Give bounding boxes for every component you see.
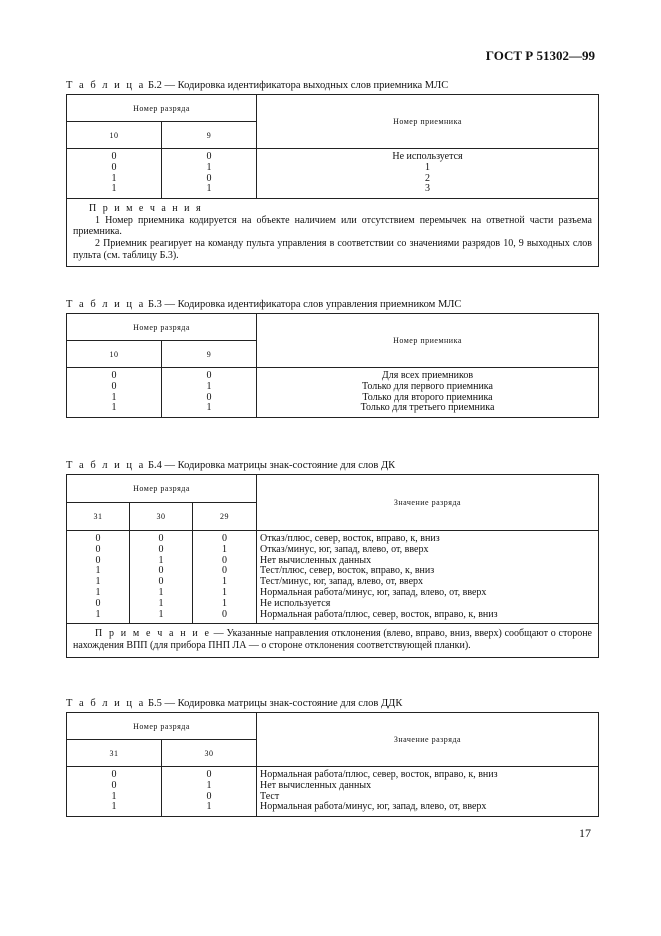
cell: 1 xyxy=(95,586,101,598)
cell: 1 xyxy=(222,597,227,609)
note-title: П р и м е ч а н и я xyxy=(89,203,203,215)
cell: 1 xyxy=(95,565,101,577)
cell: 1 xyxy=(111,183,117,195)
bit-column xyxy=(162,368,257,418)
cell: 2 xyxy=(425,172,430,184)
cell: 0 xyxy=(158,576,164,588)
column-header: 9 xyxy=(162,122,257,149)
cell: 0 xyxy=(206,391,212,403)
page-number: 17 xyxy=(579,826,591,840)
cell: 1 xyxy=(158,586,164,598)
cell: Отказ/минус, юг, запад, влево, от, вверх xyxy=(260,543,429,555)
cell: 1 xyxy=(158,554,164,566)
cell: 1 xyxy=(111,172,117,184)
table-b3 xyxy=(66,313,599,418)
value-column xyxy=(257,149,599,199)
table-caption-label: Т а б л и ц а xyxy=(66,80,146,91)
cell: Для всех приемников xyxy=(381,370,474,381)
group-header: Номер разряда xyxy=(67,713,257,740)
column-header: 31 xyxy=(67,740,162,767)
cell: 1 xyxy=(222,576,227,588)
cell: 1 xyxy=(206,183,212,195)
cell: 1 xyxy=(111,391,117,403)
table-caption-text: Б.5 — Кодировка матрицы знак-состояние для слов ДДК xyxy=(147,698,403,709)
cell: 1 xyxy=(206,161,212,173)
cell: 1 xyxy=(111,790,117,802)
cell: 0 xyxy=(222,533,227,544)
table-b5 xyxy=(66,712,599,817)
cell: 0 xyxy=(95,533,101,544)
column-header: 30 xyxy=(162,740,257,767)
cell: 0 xyxy=(111,151,117,162)
group-header: Номер разряда xyxy=(67,475,257,503)
cell: 1 xyxy=(158,597,164,609)
table-b4-caption xyxy=(66,460,395,471)
table-caption-text: Б.2 — Кодировка идентификатора выходных слов приемника МЛС xyxy=(147,80,449,91)
cell: 1 xyxy=(206,801,212,813)
cell: 1 xyxy=(425,161,430,173)
cell: 1 xyxy=(95,608,101,620)
table-caption-label: Т а б л и ц а xyxy=(66,698,146,709)
cell: Нормальная работа/плюс, север, восток, вправо, к, вниз xyxy=(260,769,498,780)
column-header: 10 xyxy=(67,122,162,149)
table-note xyxy=(67,624,599,657)
cell: Только для второго приемника xyxy=(362,391,493,403)
bit-column xyxy=(67,767,162,817)
value-header: Значение разряда xyxy=(257,475,599,531)
cell: 0 xyxy=(206,151,212,162)
cell: Тест/минус, юг, запад, влево, от, вверх xyxy=(260,576,424,588)
group-header: Номер разряда xyxy=(67,95,257,122)
value-header: Номер приемника xyxy=(257,314,599,368)
table-b4 xyxy=(66,474,599,658)
cell: 1 xyxy=(111,402,117,414)
cell: 0 xyxy=(206,790,212,802)
table-b5-caption xyxy=(66,698,402,709)
cell: 0 xyxy=(111,380,117,392)
bit-column xyxy=(67,368,162,418)
column-header: 10 xyxy=(67,341,162,368)
cell: 0 xyxy=(95,543,101,555)
column-header: 31 xyxy=(67,503,130,531)
table-caption-label: Т а б л и ц а xyxy=(66,460,146,471)
bit-column xyxy=(130,531,193,624)
cell: 1 xyxy=(222,586,227,598)
table-note xyxy=(67,199,599,267)
cell: 1 xyxy=(222,543,227,555)
value-column xyxy=(257,767,599,817)
cell: 1 xyxy=(95,576,101,588)
cell: Только для первого приемника xyxy=(362,380,493,392)
cell: 0 xyxy=(222,565,227,577)
cell: 0 xyxy=(111,161,117,173)
cell: 0 xyxy=(206,172,212,184)
cell: 0 xyxy=(158,533,164,544)
bit-column xyxy=(67,149,162,199)
bit-column xyxy=(162,767,257,817)
table-caption-text: Б.4 — Кодировка матрицы знак-состояние для слов ДК xyxy=(147,460,396,471)
cell: Нормальная работа/минус, юг, запад, влево, от, вверх xyxy=(260,801,487,813)
cell: Не используется xyxy=(260,597,331,609)
cell: Нормальная работа/плюс, север, восток, вправо, к, вниз xyxy=(260,608,498,620)
cell: 0 xyxy=(111,370,117,381)
cell: 0 xyxy=(206,370,212,381)
cell: Тест xyxy=(260,790,280,802)
note-text: — Указанные направления отклонения (влево, вправо, вниз, вверх) сообщают о стороне нахождения ВПП (для прибора ПНП ЛА — о стороне отклонения соответствующей планки). xyxy=(73,628,592,651)
cell: 3 xyxy=(425,183,430,195)
table-b3-caption xyxy=(66,299,461,310)
bit-column xyxy=(193,531,257,624)
value-column xyxy=(257,531,599,624)
group-header: Номер разряда xyxy=(67,314,257,341)
note-title: П р и м е ч а н и е xyxy=(95,628,211,640)
cell: 1 xyxy=(206,779,212,791)
cell: Отказ/плюс, север, восток, вправо, к, вниз xyxy=(260,533,440,544)
cell: 1 xyxy=(111,801,117,813)
page-header: ГОСТ Р 51302—99 xyxy=(485,48,595,63)
cell: Не используется xyxy=(392,151,463,162)
cell: 1 xyxy=(158,608,164,620)
cell: Нормальная работа/минус, юг, запад, влево, от, вверх xyxy=(260,586,487,598)
cell: Только для третьего приемника xyxy=(360,402,495,414)
cell: 1 xyxy=(206,380,212,392)
cell: Тест/плюс, север, восток, вправо, к, вниз xyxy=(260,565,435,577)
cell: 0 xyxy=(222,608,227,620)
value-header: Значение разряда xyxy=(257,713,599,767)
value-header: Номер приемника xyxy=(257,95,599,149)
cell: 0 xyxy=(206,769,212,780)
cell: 0 xyxy=(222,554,227,566)
cell: 0 xyxy=(111,779,117,791)
cell: 1 xyxy=(206,402,212,414)
cell: 0 xyxy=(158,565,164,577)
bit-column xyxy=(67,531,130,624)
cell: 0 xyxy=(95,554,101,566)
column-header: 30 xyxy=(130,503,193,531)
cell: 0 xyxy=(95,597,101,609)
value-column xyxy=(257,368,599,418)
cell: 0 xyxy=(158,543,164,555)
table-caption-text: Б.3 — Кодировка идентификатора слов управления приемником МЛС xyxy=(147,299,462,310)
cell: 0 xyxy=(111,769,117,780)
cell: Нет вычисленных данных xyxy=(260,779,372,791)
table-b2-caption xyxy=(66,80,448,91)
table-caption-label: Т а б л и ц а xyxy=(66,299,146,310)
column-header: 9 xyxy=(162,341,257,368)
note-2: 2 Приемник реагирует на команду пульта управления в соответствии со значениями разрядов 10, 9 выходных слов пульта (см. таблицу Б.3). xyxy=(73,237,592,261)
column-header: 29 xyxy=(193,503,257,531)
note-1: 1 Номер приемника кодируется на объекте наличием или отсутствием перемычек на ответной части разъема приемника. xyxy=(73,214,592,238)
cell: Нет вычисленных данных xyxy=(260,554,372,566)
table-b2 xyxy=(66,94,599,267)
bit-column xyxy=(162,149,257,199)
